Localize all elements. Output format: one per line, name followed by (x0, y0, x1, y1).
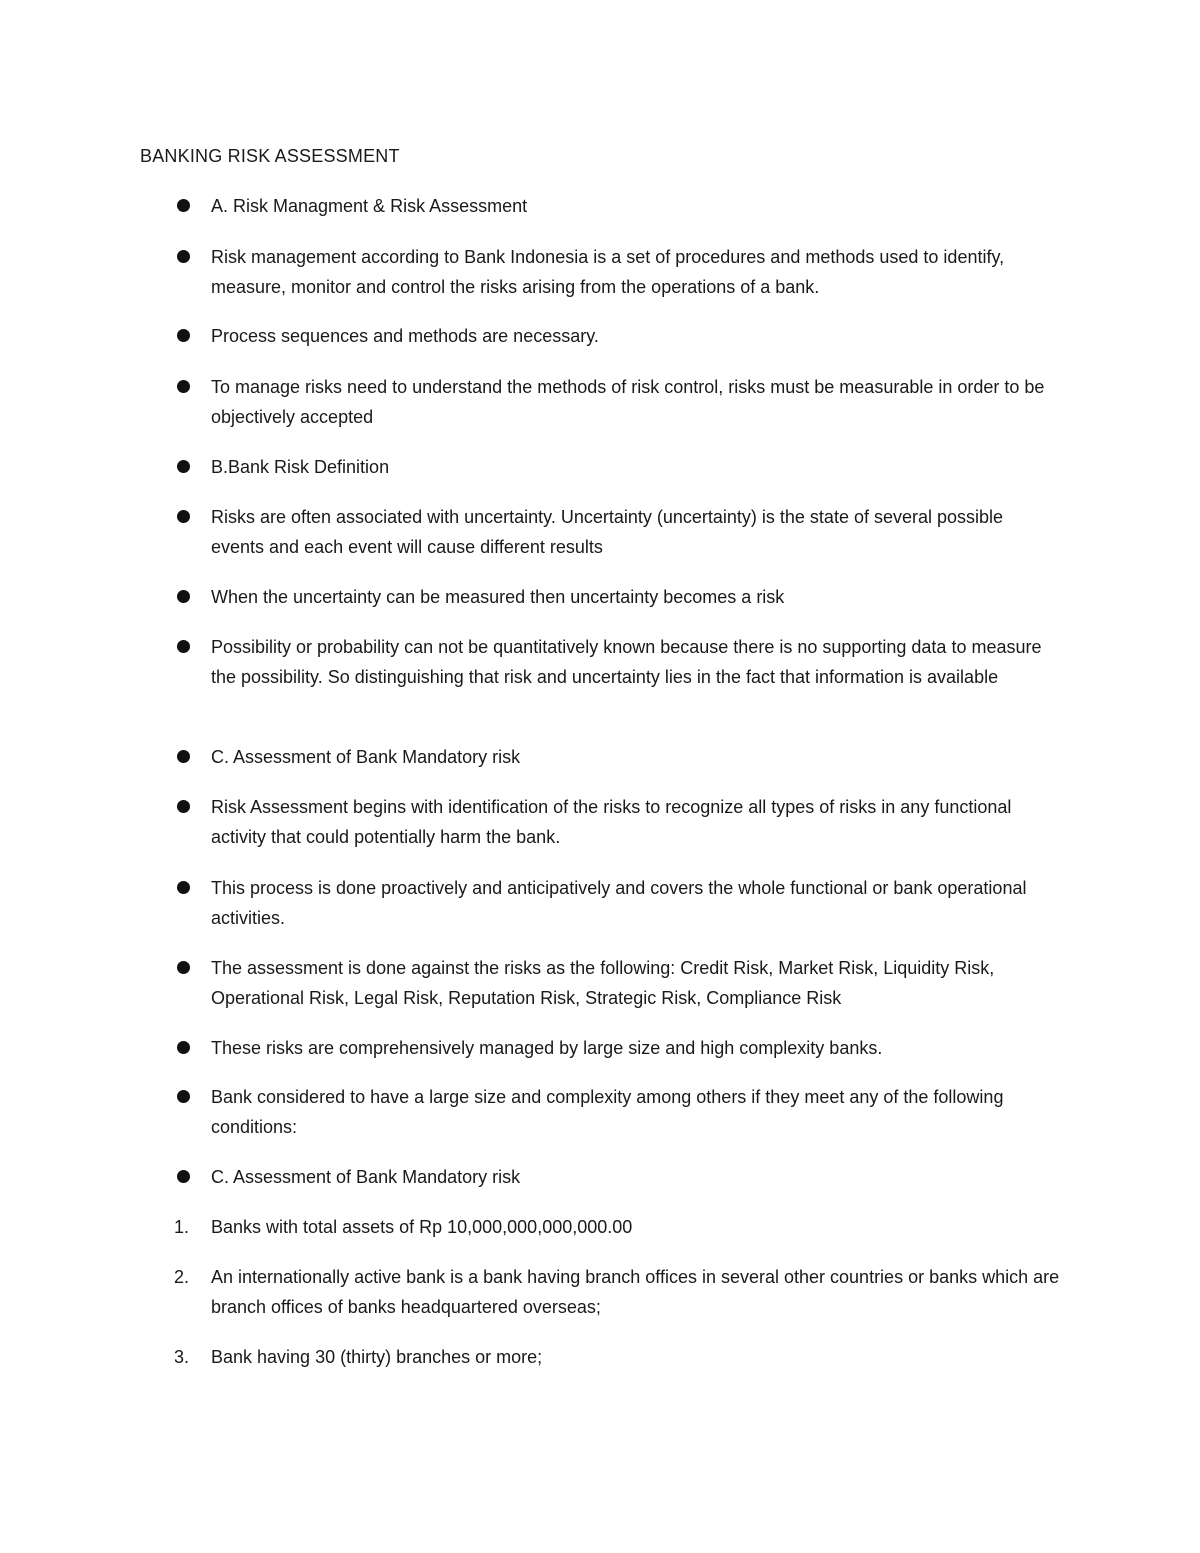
bullet-icon (140, 1162, 200, 1192)
document-title: BANKING RISK ASSESSMENT (140, 146, 400, 166)
list-item-text: C. Assessment of Bank Mandatory risk (211, 1167, 521, 1187)
bullet-dot-icon (177, 590, 190, 603)
bullet-dot-icon (177, 1090, 190, 1103)
bullet-icon (140, 372, 200, 402)
bullet-icon (140, 792, 200, 822)
list-item-text: A. Risk Managment & Risk Assessment (211, 196, 528, 216)
bullet-dot-icon (177, 640, 190, 653)
bullet-dot-icon (177, 199, 190, 212)
bullet-dot-icon (177, 510, 190, 523)
bullet-dot-icon (177, 250, 190, 263)
bullet-dot-icon (177, 380, 190, 393)
list-item-text: Bank considered to have a large size and complexity among others if they meet any of the following conditions: (211, 1087, 1004, 1138)
list-item-text: These risks are comprehensively managed by large size and high complexity banks. (211, 1038, 883, 1058)
list-item-text: To manage risks need to understand the methods of risk control, risks must be measurable in order to be objectively accepted (211, 377, 1045, 428)
bullet-dot-icon (177, 961, 190, 974)
bullet-dot-icon (177, 800, 190, 813)
bullet-icon (140, 452, 200, 482)
list-item-text: Process sequences and methods are necessary. (211, 326, 599, 346)
list-item-text: C. Assessment of Bank Mandatory risk (211, 747, 521, 767)
bullet-icon (140, 873, 200, 903)
bullet-dot-icon (177, 881, 190, 894)
list-item-text: An internationally active bank is a bank having branch offices in several other countries or banks which are branch offices of banks headquartered overseas; (211, 1267, 1060, 1318)
bullet-icon (140, 582, 200, 612)
bullet-icon (140, 1082, 200, 1112)
list-item-text: Bank having 30 (thirty) branches or more; (211, 1347, 543, 1367)
list-item-text: This process is done proactively and anticipatively and covers the whole functional or bank operational activities. (211, 878, 1027, 929)
bullet-icon (140, 953, 200, 983)
bullet-dot-icon (177, 1170, 190, 1183)
list-number (140, 1212, 200, 1242)
bullet-dot-icon (177, 1041, 190, 1054)
list-number-label: 2. (174, 1267, 190, 1287)
list-item-text: Risks are often associated with uncertainty. Uncertainty (uncertainty) is the state of several possible events and each event will cause different results (211, 507, 1004, 558)
bullet-icon (140, 742, 200, 772)
bullet-icon (140, 242, 200, 272)
bullet-icon (140, 191, 200, 221)
list-number (140, 1342, 200, 1372)
list-item-text: Risk Assessment begins with identification of the risks to recognize all types of risks in any functional activity that could potentially harm the bank. (211, 797, 1012, 848)
list-number (140, 1262, 200, 1292)
bullet-dot-icon (177, 750, 190, 763)
bullet-dot-icon (177, 329, 190, 342)
list-item-text: B.Bank Risk Definition (211, 457, 390, 477)
list-item-text: Possibility or probability can not be quantitatively known because there is no supporting data to measure the possibility. So distinguishing that risk and uncertainty lies in the fact that information is available (211, 637, 1042, 688)
list-number-label: 1. (174, 1217, 190, 1237)
bullet-dot-icon (177, 460, 190, 473)
list-number-label: 3. (174, 1347, 190, 1367)
bullet-icon (140, 321, 200, 351)
bullet-icon (140, 632, 200, 662)
bullet-icon (140, 1033, 200, 1063)
list-item-text: When the uncertainty can be measured then uncertainty becomes a risk (211, 587, 785, 607)
bullet-icon (140, 502, 200, 532)
list-item-text: The assessment is done against the risks as the following: Credit Risk, Market Risk, Liquidity Risk, Operational Risk, Legal Risk, Reputation Risk, Strategic Risk, Compliance Risk (211, 958, 995, 1009)
list-item-text: Banks with total assets of Rp 10,000,000,000,000.00 (211, 1217, 633, 1237)
list-item-text: Risk management according to Bank Indonesia is a set of procedures and methods used to identify, measure, monitor and control the risks arising from the operations of a bank. (211, 247, 1005, 298)
